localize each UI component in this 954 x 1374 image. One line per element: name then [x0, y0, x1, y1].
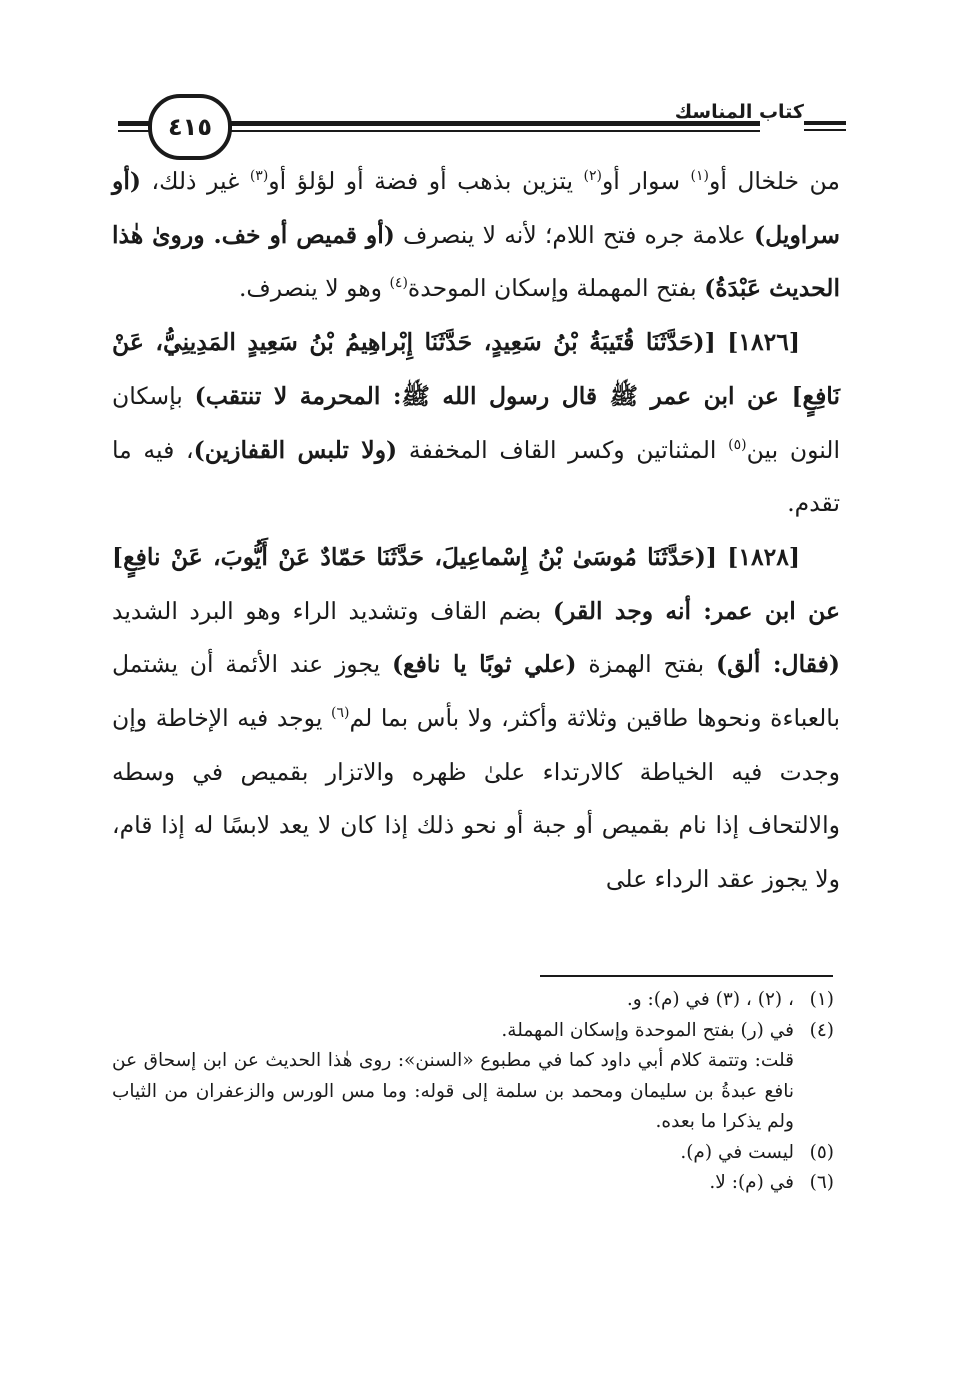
footnote-1: (١) ، (٢) ، (٣) في (م): و.: [626, 989, 834, 1010]
matn-text: (علي ثوبًا يا نافع): [391, 650, 577, 679]
paragraph-3: [١٨٢٨] [(حَدَّثَنَا مُوسَىٰ بْنُ إِسْماعِيلَ، حَدَّثَنَا حَمّادٌ عَنْ أَيُّوبَ، عَنْ نافِعٍ] عن ابن عمر: أنه وجد القر) بضم القاف وتشديد الراء وهو البرد الشديد (فقال: ألق) بفتح الهمزة (علي ثوبًا يا نافع) يجوز عند الأئمة أن يشتمل بالعباءة ونحوها طاقين وثلاثة وأكثر، ولا بأس بما لم$^{(٦)}$ يوجد فيه الإخاطة وإن وجدت فيه الخياطة كالارتداء علىٰ ظهره والاتزار بقميص في وسطه والالتحاف إذا نام بقميص أو جبة أو نحو ذلك إذا كان لا يعد لابسًا له إذا قام، ولا يجوز عقد الرداء على: [112, 542, 840, 894]
page-number-badge: [148, 94, 232, 160]
matn-text: (ولا تلبس القفازين): [193, 435, 398, 464]
footnote-4-note: قلت: وتتمة كلام أبي داود كما في مطبوع «السنن»: روى هٰذا الحديث عن ابن إسحاق عن نافع عبدةُ بن سليمان ومحمد بن سلمة إلى قوله: وما مس الورس والزعفران من الثياب ولم يذكرا ما بعده.: [112, 1050, 795, 1132]
footnotes: [112, 985, 834, 1199]
footnote-ref: (٦): [330, 705, 350, 722]
hadith-text: [١٨٢٦] [(حَدَّثَنَا قُتَيبَةُ بْنُ سَعِيدٍ، حَدَّثَنَا إِبْراهِيمُ بْنُ سَعِيدٍ المَدِينِيُّ، عَنْ نَافِعٍ] عن ابن عمر ﷺ قال رسول الله ﷺ: المحرمة لا تنتقب): [112, 328, 841, 410]
footnote-ref: (٣): [249, 168, 269, 185]
main-text: [112, 155, 840, 907]
paragraph-2: [١٨٢٦] [(حَدَّثَنَا قُتَيبَةُ بْنُ سَعِيدٍ، حَدَّثَنَا إِبْراهِيمُ بْنُ سَعِيدٍ المَدِينِيُّ، عَنْ نَافِعٍ] عن ابن عمر ﷺ قال رسول الله ﷺ: المحرمة لا تنتقب) بإسكان النون بين$^{(٥)}$ المثناتين وكسر القاف المخففة (ولا تلبس القفازين)، فيه ما تقدم.: [112, 328, 841, 518]
footnote-ref: (٤): [389, 275, 408, 292]
running-title: كتاب المناسك: [674, 101, 804, 123]
footnote-6: (٦) في (م): لا.: [709, 1172, 834, 1193]
matn-text: (أو سراويل): [112, 167, 840, 249]
paragraph-1: من خلخال أو$^{(١)}$ سوار أو$^{(٢)}$ يتزين بذهب أو فضة أو لؤلؤ أو$^{(٣)}$ غير ذلك، (أو سراويل) علامة جره فتح اللام؛ لأنه لا ينصرف (أو قميص أو خف. وروىٰ هٰذا الحديث عَبْدَةُ) بفتح المهملة وإسكان الموحدة$^{(٤)}$ وهو لا ينصرف.: [112, 167, 840, 303]
header-rule-right-thin: [804, 129, 846, 131]
footnote-ref: (١): [690, 168, 709, 185]
matn-text: (أو قميص أو خف. وروىٰ هٰذا الحديث عَبْدَةُ): [112, 220, 840, 303]
footnote-4: (٤) في (ر) بفتح الموحدة وإسكان المهملة.: [501, 1019, 834, 1041]
footnote-ref: (٢): [583, 168, 602, 185]
page-number: ٤١٥: [168, 113, 212, 141]
footnote-separator: [540, 975, 833, 977]
hadith-text: [١٨٢٨] [(حَدَّثَنَا مُوسَىٰ بْنُ إِسْماعِيلَ، حَدَّثَنَا حَمّادٌ عَنْ أَيُّوبَ، عَنْ نافِعٍ] عن ابن عمر: أنه وجد القر): [112, 542, 840, 625]
footnote-5: (٥) ليست في (م).: [680, 1141, 834, 1163]
matn-text: (فقال: ألق): [715, 650, 840, 679]
footnote-ref: (٥): [728, 436, 747, 453]
header-rule-right: [804, 121, 846, 125]
